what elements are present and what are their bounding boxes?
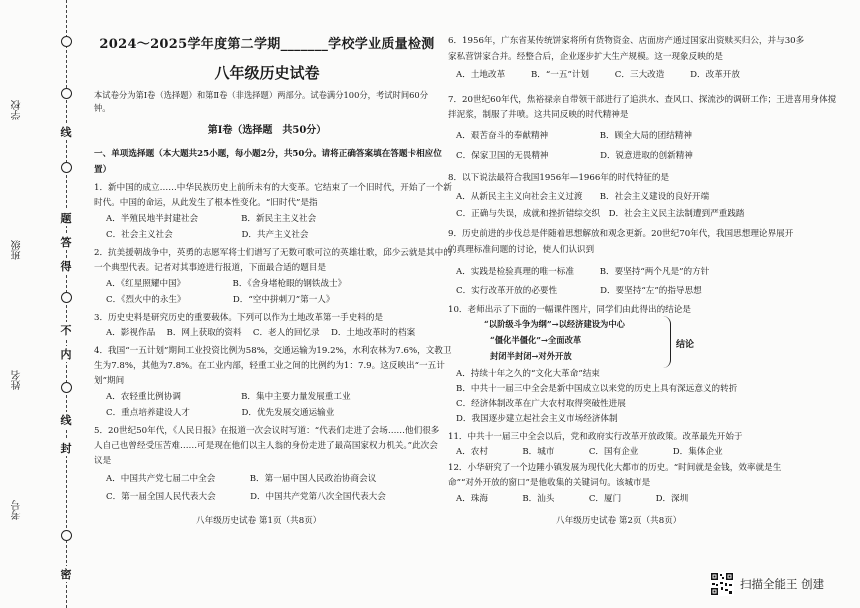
exam-title: 2024～2025学年度第二学期_______学校学业质量检测 bbox=[99, 37, 435, 52]
seal-word: 线 bbox=[58, 124, 74, 140]
page-footer: 八年级历史试卷 第2页（共8页） bbox=[556, 516, 682, 526]
option-line: C．正确与失误，成就和挫折错综交织 D．社会主义民主法制遭到严重践踏 bbox=[456, 209, 745, 219]
margin-field-class: 班级 bbox=[12, 240, 23, 260]
exam-note bbox=[94, 89, 440, 115]
seal-word: 题 bbox=[58, 210, 74, 226]
binding-margin bbox=[0, 0, 92, 608]
option-line: A．农轻重比例协调 B．集中主要力量发展重工业 bbox=[106, 392, 351, 402]
seal-word: 封 bbox=[58, 440, 74, 456]
diagram-line: “以阶级斗争为纲”→以经济建设为中心 bbox=[484, 319, 625, 329]
scanner-watermark-text: 扫描全能王 创建 bbox=[740, 577, 825, 591]
option-line: C．实行改革开放的必要性 D．要坚持“左”的指导思想 bbox=[456, 286, 702, 296]
diagram-line: 封闭半封闭→对外开放 bbox=[490, 351, 572, 361]
note-line: 本试卷分为第Ⅰ卷（选择题）和第Ⅱ卷（非选择题）两部分。试卷满分100分，考试时间60分 bbox=[94, 90, 429, 100]
question-line: 家私营饼家合并。经整合后，企业逐步扩大生产规模。这一现象反映的是 bbox=[448, 52, 724, 62]
option-line: A．实践是检验真理的唯一标准 B．要坚持“两个凡是”的方针 bbox=[456, 267, 710, 277]
option-line: A．中国共产党七届二中全会 B．第一届中国人民政治协商会议 bbox=[106, 474, 377, 484]
scanner-watermark bbox=[710, 572, 824, 596]
option-line: A．《红星照耀中国》 B．《舍身堵枪眼的钢铁战士》 bbox=[106, 279, 347, 289]
binding-hole bbox=[61, 36, 72, 47]
option-line: A．珠海 B．汕头 C．厦门 D．深圳 bbox=[456, 494, 689, 504]
question-line: 生为7.8%，其他为7.8%。在工业内部，轻重工业之间的比例约为1：7.9。这反映出“一五计 bbox=[94, 361, 445, 371]
option-line: A．艰苦奋斗的奉献精神 B．顾全大局的团结精神 bbox=[456, 131, 692, 141]
question-line: 人自己也曾经受压苦难……可是现在他们以主人翁的身份走进了最高国家权力机关。”此次会 bbox=[94, 441, 438, 451]
margin-field-id: 考号 bbox=[12, 500, 23, 520]
question-line: 5．20世纪50年代，《人民日报》在报道一次会议时写道：“代表们走进了会场……他们很多 bbox=[94, 426, 440, 436]
note-line: 钟。 bbox=[94, 102, 111, 113]
question-line: 9．历史前进的步伐总是伴随着思想解放和观念更新。20世纪70年代，我国思想理论界展开 bbox=[448, 229, 794, 239]
courseware-diagram bbox=[484, 316, 724, 372]
seal-word: 答 bbox=[58, 234, 74, 250]
binding-hole bbox=[61, 162, 72, 173]
seal-word: 得 bbox=[58, 258, 74, 274]
binding-hole bbox=[61, 88, 72, 99]
binding-hole bbox=[61, 530, 72, 541]
instruction-line: 置） bbox=[94, 165, 112, 175]
diagram-brace bbox=[662, 316, 671, 368]
diagram-line: “僵化半僵化”→全面改革 bbox=[490, 335, 582, 345]
margin-field-name: 姓名 bbox=[12, 370, 23, 390]
option-line: D．我国逐步建立起社会主义市场经济体制 bbox=[456, 414, 618, 424]
option-line: A．土地改革 B．“一五”计划 C．三大改造 D．改革开放 bbox=[456, 70, 740, 80]
question-line: 划”期间 bbox=[94, 376, 125, 386]
exam-subtitle: 八年级历史试卷 bbox=[214, 64, 320, 82]
seal-word: 密 bbox=[58, 566, 74, 582]
question-line: 时代。中国的命运，从此发生了根本性变化。“旧时代”是指 bbox=[94, 198, 318, 208]
option-line: C．重点培养建设人才 D．优先发展交通运输业 bbox=[106, 408, 335, 418]
option-line: A．影视作品 B．网上获取的资料 C．老人的回忆录 D．土地改革时的档案 bbox=[106, 328, 416, 338]
option-line: C．经济体制改革在广大农村取得突破性进展 bbox=[456, 399, 626, 409]
question-line: 12．小华研究了一个边陲小镇发展为现代化大都市的历史。“时间就是金钱，效率就是生 bbox=[448, 463, 782, 473]
question-line: 1．新中国的成立……中华民族历史上前所未有的大变革。它结束了一个旧时代，开始了一个新 bbox=[94, 183, 452, 193]
instruction-line: 一、单项选择题（本大题共25小题，每小题2分，共50分。请将正确答案填在答题卡相应位 bbox=[94, 149, 442, 159]
section-title: 第Ⅰ卷（选择题 共50分） bbox=[207, 125, 327, 136]
qr-code-icon bbox=[710, 572, 734, 596]
binding-hole bbox=[61, 292, 72, 303]
option-line: C．《烈火中的永生》 D．“空中拼刺刀”第一人》 bbox=[106, 295, 335, 305]
question-line: 命”“对外开放的窗口”是他收集的关键词句。该城市是 bbox=[448, 478, 651, 488]
option-line: C．社会主义社会 D．共产主义社会 bbox=[106, 230, 309, 240]
seal-word: 线 bbox=[58, 412, 74, 428]
question-line: 一个典型代表。记者对其事迹进行报道，下面最合适的题目是 bbox=[94, 263, 327, 273]
question-line: 拌泥浆，制服了井喷。这共同反映的时代精神是 bbox=[448, 110, 629, 120]
question-line: 4．我国“一五计划”期间工业投资比例为58%，交通运输为19.2%，水利农林为7.6%，文教卫 bbox=[94, 346, 452, 356]
question-line: 10．老师出示了下面的一幅课件图片，同学们由此得出的结论是 bbox=[448, 305, 691, 315]
page-footer: 八年级历史试卷 第1页（共8页） bbox=[196, 516, 322, 526]
binding-hole bbox=[61, 382, 72, 393]
option-line: A．持续十年之久的“文化大革命”结束 bbox=[456, 369, 600, 379]
seal-word: 不 bbox=[58, 322, 74, 338]
margin-field-school: 学校 bbox=[12, 100, 23, 120]
seal-word: 内 bbox=[58, 346, 74, 362]
question-line: 6．1956年，广东省某传统饼家将所有货物资金、店面房产通过国家出资赎买归公，并与30多 bbox=[448, 36, 805, 46]
option-line: A．从新民主主义向社会主义过渡 B．社会主义建设的良好开端 bbox=[456, 192, 710, 202]
option-line: A．半殖民地半封建社会 B．新民主主义社会 bbox=[106, 214, 317, 224]
option-line: A．农村 B．城市 C．国有企业 D．集体企业 bbox=[456, 447, 723, 457]
option-line: C．第一届全国人民代表大会 D．中国共产党第八次全国代表大会 bbox=[106, 492, 386, 502]
question-line: 的真理标准问题的讨论，使人们认识到 bbox=[448, 245, 595, 255]
option-line: C．保家卫国的无畏精神 D．锐意进取的创新精神 bbox=[456, 151, 693, 161]
question-line: 议是 bbox=[94, 456, 112, 466]
question-line: 8．以下说法最符合我国1956年—1966年的时代特征的是 bbox=[448, 173, 670, 183]
question-line: 3．历史史料是研究历史的重要载体。下列可以作为土地改革第一手史料的是 bbox=[94, 313, 384, 323]
question-line: 2．抗美援朝战争中，英勇的志愿军将士们谱写了无数可歌可泣的英雄壮歌，邱少云就是其中的 bbox=[94, 248, 452, 258]
option-line: B．中共十一届三中全会是新中国成立以来党的历史上具有深远意义的转折 bbox=[456, 384, 738, 394]
diagram-conclusion: 结论 bbox=[676, 340, 695, 350]
question-line: 11．中共十一届三中全会以后，党和政府实行改革开放政策。改革最先开始于 bbox=[448, 432, 743, 442]
question-line: 7．20世纪60年代，焦裕禄亲自带领干部进行了追洪水、查风口、探流沙的调研工作；王进喜用身体搅 bbox=[448, 95, 837, 105]
